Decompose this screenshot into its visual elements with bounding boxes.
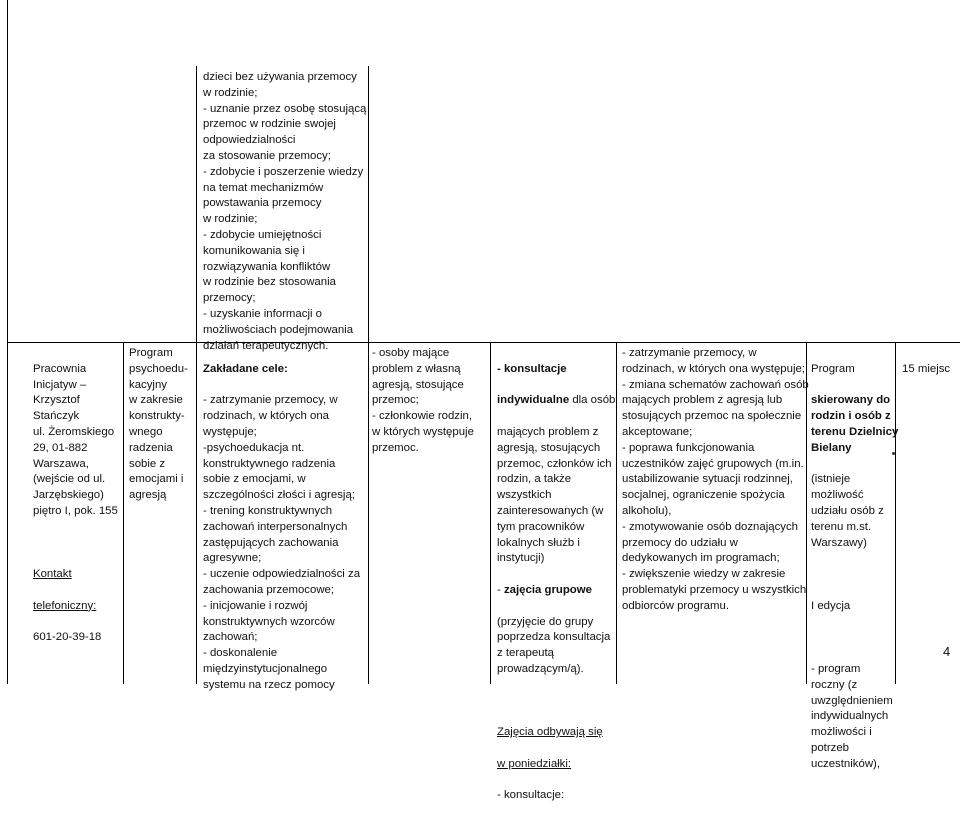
table-row-divider — [7, 342, 960, 343]
program-name-line: wnego — [129, 425, 163, 438]
activity-line: poprzedza konsultacja — [497, 631, 611, 644]
result-line: dedykowanych im programach; — [622, 552, 780, 565]
program-name-line: w zakresie — [129, 394, 183, 407]
text-line: możliwościach podejmowania — [203, 323, 354, 336]
result-line: - poprawa funkcjonowania — [622, 441, 755, 454]
text-line: - uznanie przez osobę stosującą — [203, 102, 367, 115]
recipient-line: - program — [811, 662, 861, 675]
activity-line: prowadzącym/ą). — [497, 662, 584, 675]
text-line: - uzyskanie informacji o — [203, 307, 323, 320]
recipient-line: Warszawy) — [811, 536, 867, 549]
target-group-line: agresją, stosujące — [372, 378, 464, 391]
organization-cell — [33, 346, 118, 662]
organization-line: Stańczyk — [33, 410, 80, 423]
text-line: - zdobycie i poszerzenie wiedzy — [203, 165, 364, 178]
text-line: w rodzinie; — [203, 213, 258, 226]
activity-line: instytucji) — [497, 552, 545, 565]
group-classes-line — [497, 583, 615, 599]
result-line: uczestników zajęć grupowych (m.in. — [622, 457, 804, 470]
table-border-col6 — [616, 343, 617, 684]
text-line: w rodzinie bez stosowania — [203, 276, 336, 289]
text-line: działań terapeutycznych. — [203, 339, 329, 352]
target-group-line: problem z własną — [372, 362, 461, 375]
recipient-line: Bielany — [811, 441, 852, 454]
contact-label-2: telefoniczny: — [33, 599, 97, 612]
table-border-col5 — [490, 343, 491, 684]
program-name-line: psychoedu- — [129, 362, 188, 375]
target-group-line: w których występuje — [372, 425, 474, 438]
activity-line: wszystkich — [497, 489, 552, 502]
goal-line: zachowań interpersonalnych — [203, 520, 348, 533]
consultations-heading: - konsultacje — [497, 362, 567, 375]
text-line: przemocy; — [203, 292, 256, 305]
organization-line: Pracownia — [33, 362, 87, 375]
activities-cell — [497, 346, 615, 820]
activity-line: (przyjęcie do grupy — [497, 615, 594, 628]
program-name-line: sobie z — [129, 457, 166, 470]
organization-line: Warszawa, — [33, 457, 89, 470]
schedule-line-2: w poniedziałki: — [497, 757, 572, 770]
result-line: socjalnej, ograniczenie spożycia — [622, 489, 785, 502]
organization-line: Inicjatyw – — [33, 378, 87, 391]
target-group-line: - osoby mające — [372, 347, 450, 359]
schedule-line-1: Zajęcia odbywają się — [497, 726, 603, 739]
expected-results-cell — [622, 346, 809, 615]
result-line: - zwiększenie wiedzy w zakresie — [622, 568, 786, 581]
recipient-line: terenu m.st. — [811, 520, 872, 533]
recipient-line: terenu Dzielnicy — [811, 425, 899, 438]
activity-line: przemoc, członków ich — [497, 457, 612, 470]
recipient-line: rodzin i osób z — [811, 410, 891, 423]
organization-line: Jarzębskiego) — [33, 489, 104, 502]
recipient-line: (istnieje — [811, 473, 851, 486]
text-line: na temat mechanizmów — [203, 181, 324, 194]
goal-line: systemu na rzecz pomocy — [203, 678, 335, 691]
target-group-line: przemoc; — [372, 394, 419, 407]
table-border-col2 — [123, 343, 124, 684]
recipient-line: możliwość — [811, 489, 864, 502]
program-name-line: emocjami i — [129, 473, 184, 486]
text-line: - zdobycie umiejętności — [203, 228, 322, 241]
activity-line: tym pracowników — [497, 520, 585, 533]
consultations-line — [497, 393, 615, 409]
goal-line: konstruktywnych wzorców — [203, 615, 335, 628]
text-line: powstawania przemocy — [203, 197, 322, 210]
activity-line: lokalnych służb i — [497, 536, 580, 549]
result-line: odbiorców programu. — [622, 599, 729, 612]
result-line: rodzinach, w których ona występuje; — [622, 362, 805, 375]
recipient-line: potrzeb — [811, 741, 849, 754]
text-line: w rodzinie; — [203, 86, 258, 99]
goal-line: -psychoedukacja nt. — [203, 441, 305, 454]
organization-line: (wejście od ul. — [33, 473, 106, 486]
goal-line: sobie z emocjami, w — [203, 473, 306, 486]
text-line: komunikowania się i — [203, 244, 305, 257]
goal-line: konstruktywnego radzenia — [203, 457, 336, 470]
result-line: akceptowane; — [622, 425, 693, 438]
table-border-top-right — [368, 66, 369, 684]
recipient-line: możliwości i — [811, 726, 872, 739]
recipients-cell — [811, 346, 898, 788]
goal-line: występuje; — [203, 425, 257, 438]
individual-rest: dla osób — [569, 394, 616, 407]
activity-line: mających problem z — [497, 425, 599, 438]
group-classes-label: zajęcia grupowe — [503, 583, 592, 596]
text-line: dzieci bez używania przemocy — [203, 71, 357, 83]
recipient-line: uczestników), — [811, 757, 881, 770]
goal-line: - uczenie odpowiedzialności za — [203, 568, 361, 581]
organization-line: ul. Żeromskiego — [33, 425, 115, 438]
text-line: przemoc w rodzinie swojej — [203, 118, 336, 131]
phone-number: 601-20-39-18 — [33, 631, 102, 644]
activity-line: z terapeutą — [497, 647, 554, 660]
goal-line: zastępujących zachowania — [203, 536, 339, 549]
goal-line: - zatrzymanie przemocy, w — [203, 394, 338, 407]
organization-line: Krzysztof — [33, 394, 80, 407]
group-prefix: - — [497, 583, 504, 596]
consultations-last: - konsultacje: — [497, 789, 565, 802]
result-line: - zatrzymanie przemocy, w — [622, 347, 757, 359]
program-name-line: agresją — [129, 489, 167, 502]
goal-line: - inicjowanie i rozwój — [203, 599, 308, 612]
goal-line: międzyinstytucjonalnego — [203, 662, 328, 675]
capacity-value: 15 miejsc — [902, 362, 951, 375]
goals-heading: Zakładane cele: — [203, 362, 288, 375]
result-line: - zmotywowanie osób doznających — [622, 520, 799, 533]
goal-line: rodzinach, w których ona — [203, 410, 329, 423]
activity-line: rodzin, a także — [497, 473, 572, 486]
result-line: mających problem z agresją lub — [622, 394, 783, 407]
target-group-cell — [372, 346, 474, 457]
goal-line: zachowania przemocowe; — [203, 583, 335, 596]
text-line: za stosowanie przemocy; — [203, 149, 331, 162]
program-name-line: Program — [129, 347, 173, 359]
contact-label: Kontakt — [33, 568, 72, 581]
text-line: rozwiązywania konfliktów — [203, 260, 331, 273]
program-name-line: radzenia — [129, 441, 173, 454]
goal-line: - trening konstruktywnych — [203, 504, 333, 517]
result-line: stosujących przemoc na społecznie — [622, 410, 802, 423]
page-number: 4 — [943, 644, 951, 659]
activity-line: agresją, stosujących — [497, 441, 601, 454]
target-group-line: - członkowie rodzin, — [372, 410, 473, 423]
recipient-line: skierowany do — [811, 394, 891, 407]
result-line: ustabilizowanie sytuacji rodzinnej, — [622, 473, 793, 486]
program-label: Program — [811, 362, 855, 375]
recipient-line: uwzględnieniem — [811, 694, 893, 707]
result-line: alkoholu), — [622, 504, 672, 517]
stray-mark — [892, 452, 895, 455]
organization-line: piętro I, pok. 155 — [33, 504, 118, 517]
individual-label: indywidualne — [497, 394, 570, 407]
result-line: przemocy do udziału w — [622, 536, 738, 549]
target-group-line: przemoc. — [372, 441, 419, 454]
recipient-line: indywidualnych — [811, 710, 889, 723]
activity-line: zainteresowanych (w — [497, 504, 604, 517]
recipient-line: roczny (z — [811, 678, 858, 691]
result-line: - zmiana schematów zachowań osób — [622, 378, 809, 391]
program-name-line: kacyjny — [129, 378, 167, 391]
continued-goals-cell — [203, 70, 366, 354]
organization-line: 29, 01-882 — [33, 441, 88, 454]
result-line: problematyki przemocy u wszystkich — [622, 583, 807, 596]
goal-line: zachowań; — [203, 631, 258, 644]
goal-line: agresywne; — [203, 552, 262, 565]
program-name-cell — [129, 346, 188, 504]
recipient-line: udziału osób z — [811, 504, 884, 517]
edition-label: I edycja — [811, 599, 851, 612]
program-name-line: konstrukty- — [129, 410, 185, 423]
text-line: odpowiedzialności — [203, 134, 296, 147]
goals-cell — [203, 346, 360, 709]
table-border-top-left — [196, 66, 197, 684]
goal-line: - doskonalenie — [203, 647, 278, 660]
capacity-cell — [902, 346, 950, 393]
goal-line: szczególności złości i agresją; — [203, 489, 355, 502]
